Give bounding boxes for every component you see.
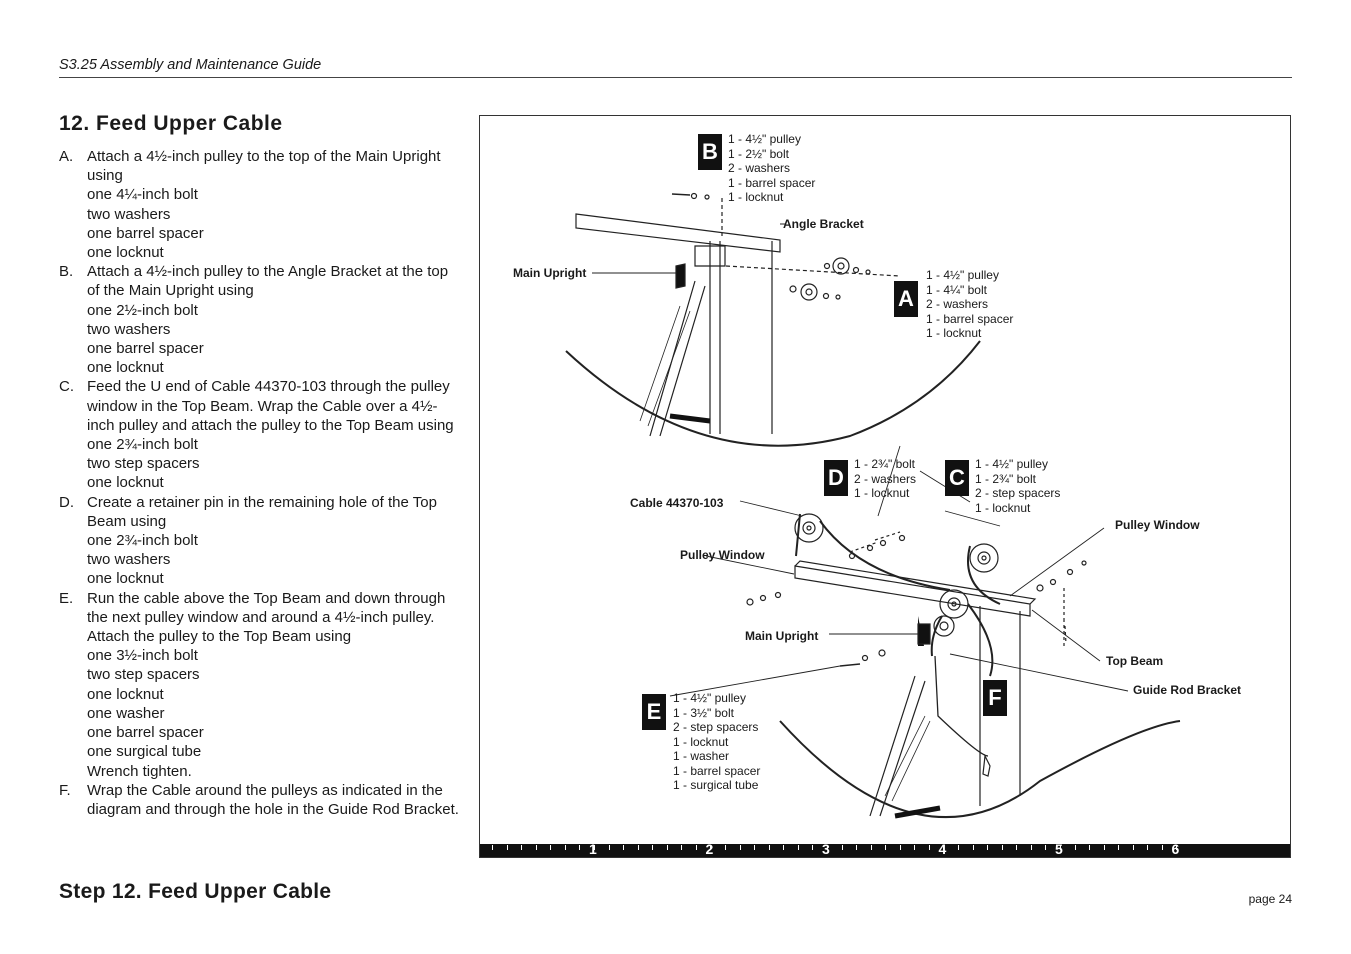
parts-list-item: 1 - locknut — [854, 486, 910, 500]
ruler-tick — [929, 845, 930, 850]
step-part: two step spacers — [87, 455, 200, 473]
ruler-tick — [856, 845, 857, 850]
step-text: Attach a 4½-inch pulley to the Angle Bracket at the top of the Main Upright using — [87, 263, 449, 300]
ruler-tick — [1045, 845, 1046, 850]
step-item — [59, 781, 459, 819]
parts-list-a — [926, 268, 1013, 341]
callout-badge-b: B — [698, 134, 722, 170]
step-letter: D. — [59, 493, 74, 511]
step-part: one locknut — [87, 685, 164, 703]
ruler-tick — [740, 845, 741, 850]
ruler-tick — [1089, 845, 1090, 850]
step-part: one 2¾-inch bolt — [87, 532, 198, 550]
step-part: two washers — [87, 551, 171, 569]
parts-list-item: 2 - washers — [728, 161, 791, 175]
step-body — [87, 262, 459, 377]
ruler-tick — [842, 845, 843, 850]
step-part: one 4¼-inch bolt — [87, 186, 198, 204]
step-list — [59, 147, 459, 819]
angle-bracket — [576, 214, 780, 252]
step-part: two washers — [87, 205, 171, 223]
page-number: page 24 — [1248, 892, 1292, 906]
upper-view-arc — [566, 341, 980, 446]
ruler-tick — [638, 845, 639, 850]
callout-badge-d: D — [824, 460, 848, 496]
parts-list-item: 1 - 2¾" bolt — [854, 457, 915, 471]
step-text: Run the cable above the Top Beam and down through the next pulley window and around a 4½-inch pulley. Attach the pulley to the Top Beam using — [87, 589, 446, 646]
label-cable: Cable 44370-103 — [630, 496, 724, 510]
step-item — [59, 147, 459, 262]
ruler-tick — [550, 845, 551, 850]
parts-list-item: 2 - washers — [926, 297, 989, 311]
label-angle-bracket: Angle Bracket — [783, 217, 864, 231]
step-text: Wrap the Cable around the pulleys as indicated in the diagram and through the hole in the Guide Rod Bracket. — [87, 781, 459, 818]
step-part: two step spacers — [87, 666, 200, 684]
measurement-ruler — [480, 841, 1290, 857]
ruler-tick — [973, 845, 974, 850]
parts-list-b — [728, 132, 815, 205]
label-guide-rod-bracket: Guide Rod Bracket — [1133, 683, 1242, 697]
step-item — [59, 377, 459, 492]
ruler-number: 1 — [589, 841, 597, 857]
parts-list-item: 1 - locknut — [975, 500, 1031, 515]
label-main-upright-bottom: Main Upright — [745, 629, 819, 643]
parts-list-item: 2 - step spacers — [673, 720, 759, 734]
top-beam — [795, 566, 1030, 616]
ruler-number: 6 — [1171, 841, 1180, 857]
step-item — [59, 493, 459, 589]
step-part: one locknut — [87, 570, 164, 588]
parts-list-c — [975, 457, 1060, 515]
document-header: S3.25 Assembly and Maintenance Guide — [59, 57, 322, 73]
ruler-tick — [987, 845, 988, 850]
parts-list-item: 1 - barrel spacer — [728, 175, 816, 190]
step-letter: B. — [59, 263, 74, 281]
parts-list-item: 1 - 2¾" bolt — [975, 471, 1036, 486]
parts-list-item: 1 - barrel spacer — [926, 311, 1014, 326]
label-top-beam: Top Beam — [1106, 654, 1164, 668]
step-letter: A. — [59, 148, 74, 165]
step-letter: F. — [59, 781, 71, 799]
ruler-tick — [914, 845, 915, 850]
step-letter: C. — [59, 378, 74, 396]
step-part: one locknut — [87, 359, 164, 377]
parts-list-item: 1 - 4½" pulley — [926, 268, 999, 282]
assembly-diagram — [479, 115, 1291, 858]
ruler-tick — [681, 845, 682, 850]
ruler-tick — [696, 845, 697, 850]
step-body — [87, 589, 459, 781]
parts-list-item: 1 - barrel spacer — [673, 763, 761, 778]
parts-list-d — [854, 457, 916, 501]
ruler-tick — [900, 845, 901, 850]
parts-list-item: 2 - washers — [854, 471, 917, 486]
ruler-tick — [623, 845, 624, 850]
parts-list-item: 1 - 3½" bolt — [673, 705, 734, 720]
parts-list-item: 1 - surgical tube — [673, 778, 759, 792]
ruler-tick — [652, 845, 653, 850]
ruler-tick — [1147, 845, 1148, 850]
step-part: one barrel spacer — [87, 724, 204, 742]
step-body — [87, 147, 459, 262]
step-body — [87, 781, 459, 819]
ruler-tick — [565, 845, 566, 850]
section-title: 12. Feed Upper Cable — [59, 112, 283, 135]
ruler-tick — [492, 845, 493, 850]
step-text: Feed the U end of Cable 44370-103 through the pulley window in the Top Beam. Wrap the Cable over a 4½-inch pulley and attach the pulley to the Top Beam using — [87, 378, 454, 434]
step-text: Attach a 4½-inch pulley to the top of the Main Upright using — [87, 148, 441, 185]
ruler-tick — [536, 845, 537, 850]
ruler-tick — [871, 845, 872, 850]
upper-frame-diagonal — [650, 281, 705, 436]
parts-list-item: 1 - 2½" bolt — [728, 146, 789, 161]
ruler-tick — [667, 845, 668, 850]
ruler-number: 4 — [938, 841, 947, 857]
ruler-tick — [798, 845, 799, 850]
callout-badge-a: A — [894, 281, 918, 317]
step-body — [87, 493, 459, 589]
ruler-tick — [958, 845, 959, 850]
label-pulley-window-left: Pulley Window — [680, 548, 765, 562]
ruler-tick — [1104, 845, 1105, 850]
callout-badge-c: C — [945, 460, 969, 496]
parts-list-item: 1 - 4¼" bolt — [926, 282, 987, 297]
ruler-number: 3 — [822, 841, 830, 857]
parts-list-item: 1 - locknut — [673, 734, 729, 749]
step-letter: E. — [59, 589, 74, 607]
ruler-tick — [1016, 845, 1017, 850]
ruler-tick — [507, 845, 508, 850]
ruler-number: 5 — [1055, 841, 1063, 857]
parts-list-item: 1 - 4½" pulley — [728, 132, 801, 146]
ruler-tick — [754, 845, 755, 850]
ruler-tick — [521, 845, 522, 850]
step-part: one locknut — [87, 244, 164, 262]
footer-title: Step 12. Feed Upper Cable — [59, 880, 332, 903]
ruler-tick — [885, 845, 886, 850]
parts-list-item: 1 - 4½" pulley — [673, 691, 746, 705]
upper-upright — [710, 241, 772, 434]
ruler-tick — [579, 845, 580, 850]
step-body — [87, 377, 459, 492]
ruler-number: 2 — [705, 841, 714, 857]
label-main-upright-top: Main Upright — [513, 266, 587, 280]
step-part: one 2½-inch bolt — [87, 301, 198, 319]
parts-list-item: 1 - washer — [673, 749, 730, 763]
ruler-tick — [769, 845, 770, 850]
callout-badge-e: E — [642, 694, 666, 730]
step-item — [59, 262, 459, 377]
ruler-tick — [725, 845, 726, 850]
step-text: Create a retainer pin in the remaining hole of the Top Beam using — [87, 493, 437, 530]
step-part: one 2¾-inch bolt — [87, 436, 198, 454]
lower-frame-diagonal — [870, 676, 925, 816]
ruler-tick — [1031, 845, 1032, 850]
parts-list-e — [673, 691, 760, 793]
step-part: one washer — [87, 704, 165, 722]
label-pulley-window-right: Pulley Window — [1115, 518, 1200, 532]
parts-list-item: 1 - 4½" pulley — [975, 457, 1048, 471]
ruler-tick — [1075, 845, 1076, 850]
callout-badge-f: F — [983, 680, 1007, 716]
ruler-tick — [1162, 845, 1163, 850]
ruler-tick — [1118, 845, 1119, 850]
step-part: one locknut — [87, 474, 164, 492]
step-part: one 3½-inch bolt — [87, 647, 198, 665]
header-rule — [59, 77, 1292, 78]
step-part: one barrel spacer — [87, 340, 204, 358]
step-part: one barrel spacer — [87, 224, 204, 242]
ruler-tick — [609, 845, 610, 850]
ruler-tick — [1133, 845, 1134, 850]
parts-list-item: 1 - locknut — [728, 190, 784, 204]
step-part: two washers — [87, 320, 171, 338]
step-item — [59, 589, 459, 781]
step-part: Wrench tighten. — [87, 762, 192, 780]
parts-list-item: 1 - locknut — [926, 326, 982, 340]
parts-list-item: 2 - step spacers — [975, 486, 1061, 500]
ruler-tick — [812, 845, 813, 850]
step-part: one surgical tube — [87, 743, 202, 761]
ruler-tick — [1002, 845, 1003, 850]
ruler-tick — [783, 845, 784, 850]
